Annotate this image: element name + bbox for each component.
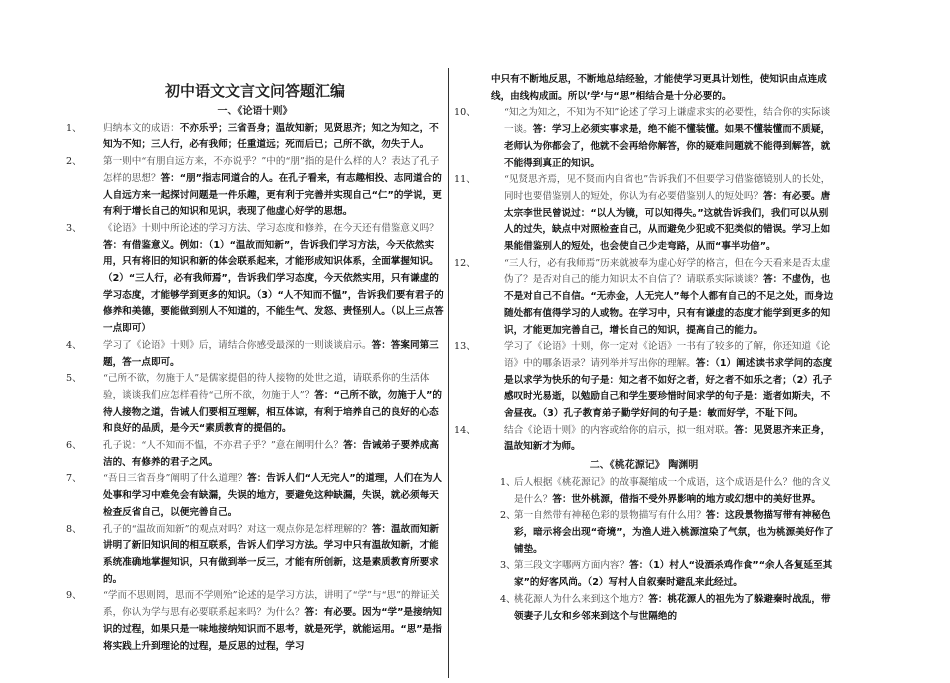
qa-item <box>66 588 444 655</box>
item-number: 4、 <box>66 339 82 351</box>
qa-item <box>454 558 834 591</box>
qa-item <box>66 121 444 154</box>
item-number: 12、 <box>454 257 476 269</box>
item-number: 14、 <box>454 424 476 436</box>
taohua-question-list <box>454 475 834 625</box>
question-text: 归纳本文的成语： <box>103 122 180 134</box>
left-column <box>66 72 444 655</box>
item-number: 4、 <box>500 593 516 605</box>
answer-text: 答：（1）村人“设酒杀鸡作食”“余人各复延至其家”的好客风尚。（2）写村人自叙秦时避乱来此经过。 <box>514 560 833 589</box>
qa-item <box>454 423 834 456</box>
qa-item <box>66 522 444 589</box>
answer-text: 答：这段景物描写带有神秘色彩，暗示将会出现“奇境”，为渔人进入桃源渲染了气氛，也为桃源美好作了铺垫。 <box>514 510 834 555</box>
answer-text: 答：世外桃源，借指不受外界影响的地方或幻想中的美好世界。 <box>552 493 821 505</box>
item-number: 2、 <box>66 156 82 168</box>
question-text: 《论语》十则中所论述的学习方法、学习态度和修养，在今天还有借鉴意义吗？ <box>103 222 439 234</box>
item-number: 5、 <box>66 373 82 385</box>
qa-item <box>66 221 444 338</box>
answer-text: 答：温故而知新讲明了新旧知识间的相互联系，告诉人们学习方法。学习中只有温故知新，才能系统准确地掌握知识，只有做到举一反三，才能有所创新，这是素质教育所要求的。 <box>103 523 439 585</box>
column-divider <box>448 68 449 678</box>
answer-text: 答：答案同第三题，答一点即可。 <box>103 339 439 368</box>
question-text: “学而不思则罔，思而不学则殆”论述的是学习方法，讲明了“学”与“思”的辩证关系，你认为学与思有必要联系起来吗？为什么？ <box>103 590 440 619</box>
answer-text: 答：告诉人们“人无完人”的道理，人们在为人处事和学习中难免会有缺漏，失误的地方，要避免这种缺漏，失误，就必须每天检查反省自己，以便完善自己。 <box>103 473 443 518</box>
question-text: 孔子的“温故而知新”的观点对吗？对这一观点你是怎样理解的？ <box>103 523 372 535</box>
qa-item <box>66 438 444 471</box>
answer-text: 答：学习上必须实事求是，绝不能不懂装懂。如果不懂装懂而不质疑，老师认为你都会了，他就不会再给你解答，你的疑难问题就不能得到解答，就不能得到真正的知识。 <box>504 124 831 169</box>
qa-item <box>454 256 834 340</box>
answer-text: 答：有借鉴意义。例如：（1）“温故而知新”，告诉我们学习方法，今天依然实用，只有将旧的知识和新的体会联系起来，才能形成知识体系，全面掌握知识。（2）“三人行，必有我师焉”，告诉我们学习态度，今天依然实用，只有谦虚的学习态度，才能够学到更多的知识。（3）“人不知而不愠”，告诉我们要有君子的修养和美德，要能做到别人不知道的，不能生气、发怒、责怪别人。（以上三点答一点即可） <box>103 239 444 335</box>
qa-item <box>454 172 834 256</box>
answer-text: 答：不虚伪，也不是对自己不自信。“无赤金，人无完人”每个人都有自己的不足之处，而身边随处都有值得学习的人或物。在学习中，只有有谦虚的态度才能学到更多的知识，才能更加完善自己，增长自己的知识，提高自己的能力。 <box>504 274 834 336</box>
section-heading-taohua: 二、《桃花源记》 陶渊明 <box>589 460 699 472</box>
item-number: 9、 <box>66 590 82 602</box>
qa-item <box>66 371 444 438</box>
qa-item <box>66 471 444 521</box>
item-number: 8、 <box>66 523 82 535</box>
item-number: 3、 <box>500 560 516 572</box>
section-heading-lunyu: 一、《论语十则》 <box>217 106 293 117</box>
answer-text: 答：见贤思齐来正身，温故知新才为师。 <box>504 424 831 453</box>
item-number: 6、 <box>66 440 82 452</box>
continued-answer-text: 中只有不断地反思，不断地总结经验，才能使学习更具计划性，使知识由点连成线，由线构成面。所以’学‘与“思”相结合是十分必要的。 <box>491 74 827 102</box>
question-text: “三人行，必有我师焉”历来就被奉为虚心好学的格言，但在今天看来是否太虚伪了？是否对自己的能力知识太不自信了？请联系实际谈谈？ <box>504 257 831 286</box>
item-number: 7、 <box>66 473 82 485</box>
question-text: 第三段文字哪两方面内容？ <box>514 560 630 572</box>
answer-text: 答：有必要。因为“学”是接纳知识的过程，如果只是一味地接纳知识而不思考，就是死学，就能运用。“思”是指将实践上升到理论的过程，是反思的过程，学习 <box>103 607 442 652</box>
question-text: 学习了《论语》十则，你一定对《论语》一书有了较多的了解，你还知道《论语》中的哪条语录？请列举并写出你的理解。 <box>504 341 831 369</box>
item-number: 1、 <box>500 476 516 488</box>
qa-item <box>66 154 444 221</box>
left-question-list <box>66 121 444 656</box>
question-text: “吾日三省吾身”阐明了什么道理？ <box>103 473 248 485</box>
qa-item <box>454 475 834 508</box>
answer-text: 答：“己所不欲，勿施于人”的待人接物之道，告诫人们要相互理解，相互体谅，有利于培养自己的良好的心态和良好的品质，是今天“素质教育的提倡的。 <box>103 389 443 435</box>
right-question-list <box>454 105 834 456</box>
document-title: 初中语文文言文问答题汇编 <box>164 82 345 100</box>
answer-text: 答：告诫弟子要养成高洁的、有修养的君子之风。 <box>103 440 439 468</box>
question-text: 第一自然带有神秘色彩的景物描写有什么用？ <box>514 510 706 522</box>
question-text: 孔子说：“人不知而不愠，不亦君子乎？”意在阐明什么？ <box>103 440 344 452</box>
item-number: 10、 <box>454 107 476 119</box>
item-number: 11、 <box>454 174 476 186</box>
question-text: 第一则中“有朋自远方来，不亦说乎？”中的“朋”指的是什么样的人？表达了孔子怎样的思想？ <box>103 156 440 184</box>
question-text: “知之为知之，不知为不知”论述了学习上谦虚求实的必要性，结合你的实际谈一谈。 <box>504 107 831 136</box>
qa-item <box>454 592 834 625</box>
answer-text: 答：桃花源人的祖先为了躲避秦时战乱，带领妻子儿女和乡邻来到这个与世隔绝的 <box>514 593 831 622</box>
qa-item <box>454 508 834 558</box>
answer-text: 答：“朋”指志同道合的人。在孔子看来，有志趣相投、志同道合的人自远方来一起探讨问题是一件乐趣，更有利于完善并实现自己“仁”的学说，更有利于增长自己的知识和见识，表现了他虚心好学的思想。 <box>103 172 442 218</box>
qa-item <box>454 339 834 423</box>
qa-item <box>66 338 444 371</box>
answer-text: 答：有必要。唐太宗李世民曾说过：“以人为镜，可以知得失。”这就告诉我们，我们可以从别人的过失，缺点中对照检查自己，从而避免少犯或不犯类似的错误。学习上如果能借鉴别人的短处，也会使自己少走弯路，从而“事半功倍”。 <box>504 190 831 253</box>
question-text: 后人根据《桃花源记》的故事凝缩成一个成语，这个成语是什么？他的含义是什么？ <box>514 476 831 505</box>
question-text: 学习了《论语》十则》后，请结合你感受最深的一则谈谈启示。 <box>103 339 372 351</box>
answer-text: 答：（1）阐述读书求学问的态度是以求学为快乐的句子是：知之者不如好之者，好之者不如乐之者；（2）孔子感叹时光易逝，以勉励自己和学生要珍惜时间求学的句子是：逝者如斯夫，不舍昼夜。（3）孔子教育弟子勤学好问的句子是：敏而好学，不耻下问。 <box>504 357 833 420</box>
question-text: 桃花源人为什么来到这个地方？ <box>514 593 649 605</box>
item-number: 13、 <box>454 341 476 353</box>
item-number: 3、 <box>66 222 82 234</box>
qa-item <box>454 105 834 172</box>
item-number: 2、 <box>500 510 516 522</box>
question-text: “见贤思齐焉，见不贤而内自省也”告诉我们不但要学习借鉴德镜别人的长处，同时也要借鉴别人的短处，你认为有必要借鉴别人的短处吗？ <box>504 174 831 202</box>
item-number: 1、 <box>66 122 82 134</box>
right-column <box>454 72 834 625</box>
answer-text: 不亦乐乎；三省吾身；温故知新；见贤思齐；知之为知之，不知为不知；三人行，必有我师；任重道远；死而后已；己所不欲，勿失于人。 <box>103 122 439 151</box>
question-text: 结合《论语十则》的内容或给你的启示，拟一组对联。 <box>504 424 735 436</box>
question-text: “己所不欲，勿施于人”是儒家提倡的待人接物的处世之道，请联系你的生活体验，谈谈我们应怎样看待“己所不欲，勿施于人”？ <box>103 373 430 401</box>
